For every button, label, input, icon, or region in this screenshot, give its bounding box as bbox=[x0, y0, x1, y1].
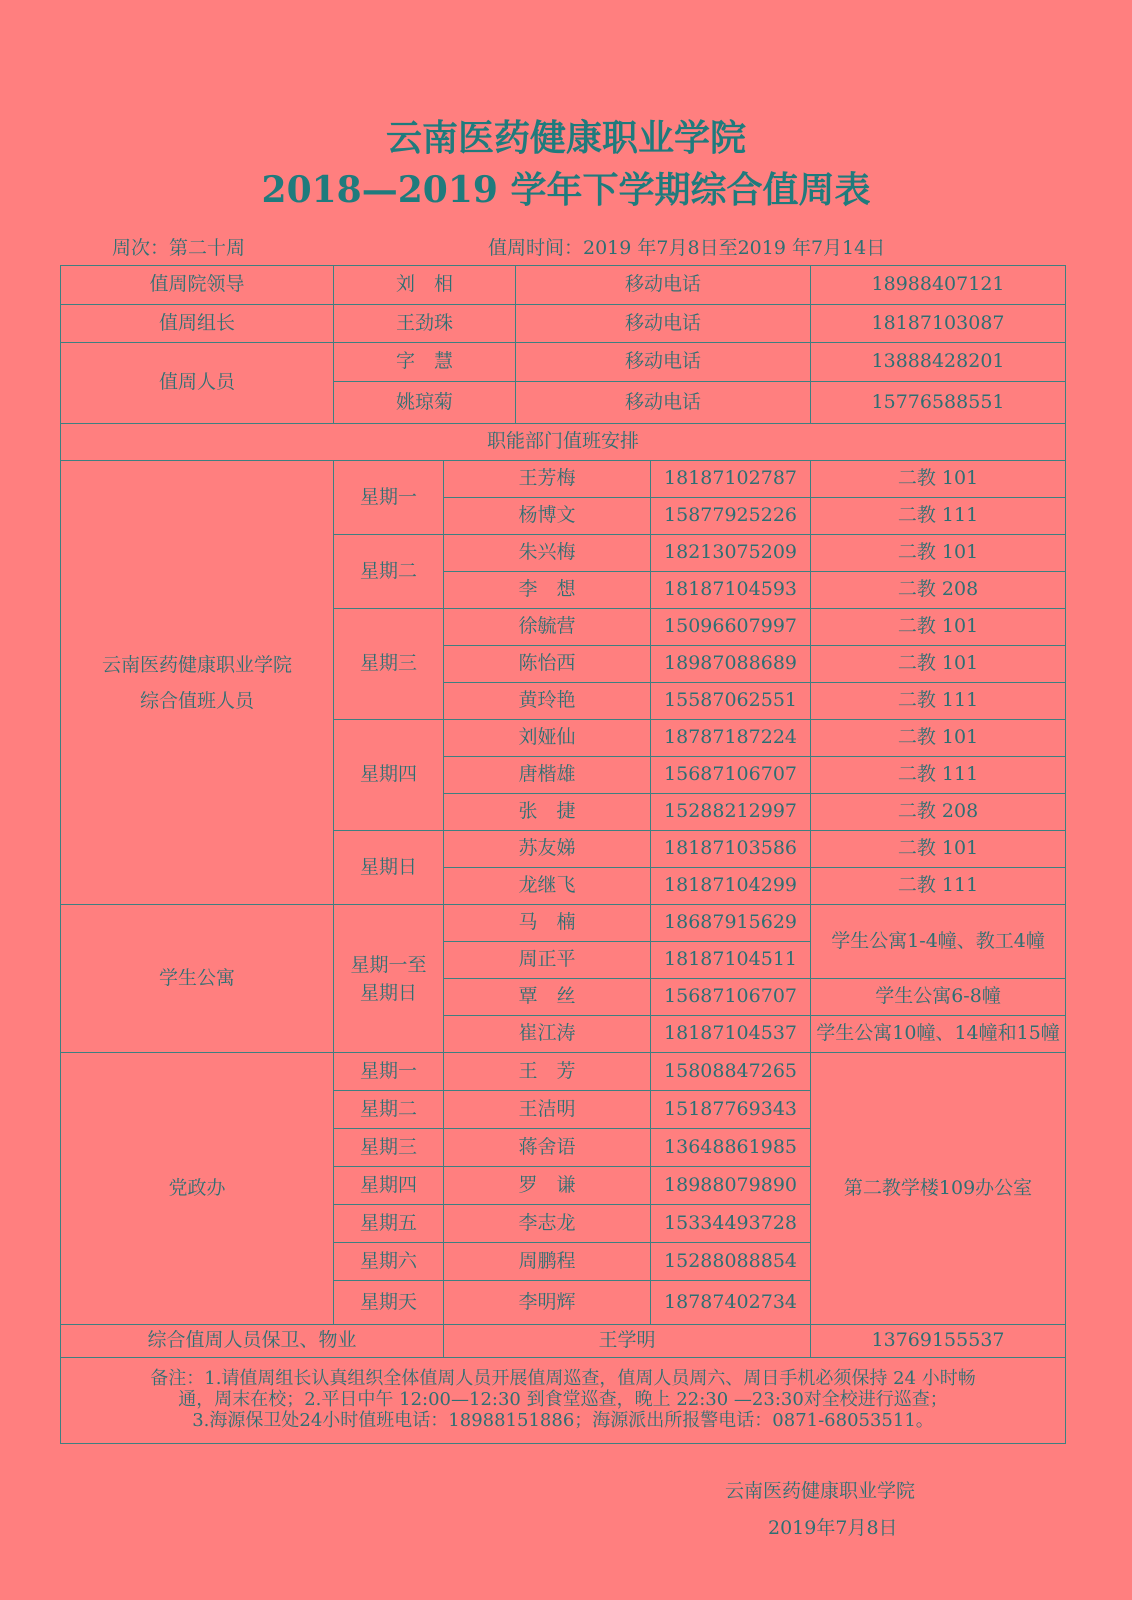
phone-number: 13888428201 bbox=[811, 343, 1066, 382]
table-row bbox=[61, 1358, 1066, 1444]
phone-number: 15288088854 bbox=[651, 1243, 811, 1281]
duty-place: 二教 111 bbox=[811, 757, 1066, 794]
weekday: 星期三 bbox=[334, 1129, 444, 1167]
page-subtitle: 2018—2019 学年下学期综合值周表 bbox=[261, 169, 871, 211]
weekday: 星期三 bbox=[334, 609, 444, 720]
duty-place: 二教 101 bbox=[811, 609, 1066, 646]
weekday: 星期五 bbox=[334, 1205, 444, 1243]
phone-number: 15187769343 bbox=[651, 1091, 811, 1129]
phone-number: 13648861985 bbox=[651, 1129, 811, 1167]
duty-roster-table bbox=[60, 265, 1066, 1444]
duty-place: 学生公寓6-8幢 bbox=[811, 979, 1066, 1016]
comprehensive-label: 云南医药健康职业学院 综合值班人员 bbox=[61, 461, 334, 905]
duty-place: 二教 101 bbox=[811, 461, 1066, 498]
duty-place: 二教 111 bbox=[811, 868, 1066, 905]
duty-place: 学生公寓10幢、14幢和15幢 bbox=[811, 1016, 1066, 1053]
person-name: 字 慧 bbox=[334, 343, 516, 382]
person-name: 唐楷雄 bbox=[444, 757, 651, 794]
person-name: 马 楠 bbox=[444, 905, 651, 942]
phone-number: 15687106707 bbox=[651, 757, 811, 794]
person-name: 李志龙 bbox=[444, 1205, 651, 1243]
phone-number: 18787402734 bbox=[651, 1281, 811, 1325]
phone-number: 18988407121 bbox=[811, 266, 1066, 305]
person-name: 覃 丝 bbox=[444, 979, 651, 1016]
weekday: 星期二 bbox=[334, 1091, 444, 1129]
security-label: 综合值周人员保卫、物业 bbox=[61, 1325, 444, 1358]
weekday: 星期日 bbox=[334, 831, 444, 905]
office-label: 党政办 bbox=[61, 1053, 334, 1325]
phone-number: 15334493728 bbox=[651, 1205, 811, 1243]
person-name: 李明辉 bbox=[444, 1281, 651, 1325]
phone-number: 18187104537 bbox=[651, 1016, 811, 1053]
dorm-label: 学生公寓 bbox=[61, 905, 334, 1053]
page-title: 云南医药健康职业学院 bbox=[385, 117, 746, 159]
person-name: 周正平 bbox=[444, 942, 651, 979]
person-name: 徐毓营 bbox=[444, 609, 651, 646]
phone-label: 移动电话 bbox=[516, 305, 811, 343]
person-name: 周鹏程 bbox=[444, 1243, 651, 1281]
person-name: 李 想 bbox=[444, 572, 651, 609]
table-row bbox=[61, 461, 1066, 498]
phone-number: 15288212997 bbox=[651, 794, 811, 831]
person-name: 朱兴梅 bbox=[444, 535, 651, 572]
phone-label: 移动电话 bbox=[516, 343, 811, 382]
table-row bbox=[61, 905, 1066, 942]
phone-number: 15877925226 bbox=[651, 498, 811, 535]
note-line: 3.海源保卫处24小时值班电话：18988151886；海源派出所报警电话：0871-68053511。 bbox=[192, 1409, 934, 1431]
note-line: 备注：1.请值周组长认真组织全体值周人员开展值周巡查，值周人员周六、周日手机必须保持 24 小时畅 bbox=[150, 1368, 976, 1390]
phone-number: 18187104299 bbox=[651, 868, 811, 905]
note-line: 通，周末在校；2.平日中午 12:00—12:30 到食堂巡查，晚上 22:30 —23:30对全校进行巡查； bbox=[178, 1389, 948, 1411]
person-name: 王芳梅 bbox=[444, 461, 651, 498]
person-name: 罗 谦 bbox=[444, 1167, 651, 1205]
row-label: 值周人员 bbox=[61, 343, 334, 424]
phone-number: 18213075209 bbox=[651, 535, 811, 572]
person-name: 张 捷 bbox=[444, 794, 651, 831]
phone-label: 移动电话 bbox=[516, 382, 811, 424]
duty-place: 学生公寓1-4幢、教工4幢 bbox=[811, 905, 1066, 979]
phone-number: 18187102787 bbox=[651, 461, 811, 498]
duty-place: 第二教学楼109办公室 bbox=[811, 1053, 1066, 1325]
person-name: 王学明 bbox=[444, 1325, 811, 1358]
person-name: 刘娅仙 bbox=[444, 720, 651, 757]
week-number: 周次：第二十周 bbox=[112, 237, 246, 259]
weekday: 星期二 bbox=[334, 535, 444, 609]
phone-number: 18187104593 bbox=[651, 572, 811, 609]
weekday: 星期一 bbox=[334, 461, 444, 535]
duty-place: 二教 101 bbox=[811, 831, 1066, 868]
person-name: 龙继飞 bbox=[444, 868, 651, 905]
weekday: 星期四 bbox=[334, 720, 444, 831]
table-row bbox=[61, 1053, 1066, 1091]
signature-org: 云南医药健康职业学院 bbox=[725, 1480, 916, 1502]
table-row bbox=[61, 266, 1066, 305]
duty-place: 二教 111 bbox=[811, 498, 1066, 535]
phone-number: 18787187224 bbox=[651, 720, 811, 757]
phone-number: 13769155537 bbox=[811, 1325, 1066, 1358]
person-name: 陈怡西 bbox=[444, 646, 651, 683]
duty-place: 二教 101 bbox=[811, 720, 1066, 757]
table-row bbox=[61, 1325, 1066, 1358]
phone-number: 18187103087 bbox=[811, 305, 1066, 343]
phone-number: 18987088689 bbox=[651, 646, 811, 683]
weekday: 星期一至 星期日 bbox=[334, 905, 444, 1053]
phone-number: 18187103586 bbox=[651, 831, 811, 868]
phone-number: 15808847265 bbox=[651, 1053, 811, 1091]
duty-period: 值周时间：2019 年7月8日至2019 年7月14日 bbox=[488, 237, 886, 259]
row-label: 值周院领导 bbox=[61, 266, 334, 305]
phone-number: 15776588551 bbox=[811, 382, 1066, 424]
duty-place: 二教 101 bbox=[811, 535, 1066, 572]
person-name: 杨博文 bbox=[444, 498, 651, 535]
weekday: 星期六 bbox=[334, 1243, 444, 1281]
person-name: 蒋舍语 bbox=[444, 1129, 651, 1167]
phone-number: 18187104511 bbox=[651, 942, 811, 979]
section-title: 职能部门值班安排 bbox=[61, 424, 1066, 461]
weekday: 星期四 bbox=[334, 1167, 444, 1205]
table-row bbox=[61, 305, 1066, 343]
person-name: 王洁明 bbox=[444, 1091, 651, 1129]
signature-date: 2019年7月8日 bbox=[768, 1517, 898, 1539]
duty-place: 二教 111 bbox=[811, 683, 1066, 720]
person-name: 王劲珠 bbox=[334, 305, 516, 343]
duty-place: 二教 208 bbox=[811, 794, 1066, 831]
phone-label: 移动电话 bbox=[516, 266, 811, 305]
table-row bbox=[61, 343, 1066, 382]
duty-place: 二教 101 bbox=[811, 646, 1066, 683]
person-name: 刘 相 bbox=[334, 266, 516, 305]
table-row bbox=[61, 424, 1066, 461]
weekday: 星期天 bbox=[334, 1281, 444, 1325]
notes bbox=[61, 1358, 1066, 1444]
phone-number: 15096607997 bbox=[651, 609, 811, 646]
phone-number: 15687106707 bbox=[651, 979, 811, 1016]
phone-number: 15587062551 bbox=[651, 683, 811, 720]
duty-place: 二教 208 bbox=[811, 572, 1066, 609]
person-name: 王 芳 bbox=[444, 1053, 651, 1091]
person-name: 姚琼菊 bbox=[334, 382, 516, 424]
person-name: 黄玲艳 bbox=[444, 683, 651, 720]
phone-number: 18687915629 bbox=[651, 905, 811, 942]
phone-number: 18988079890 bbox=[651, 1167, 811, 1205]
row-label: 值周组长 bbox=[61, 305, 334, 343]
person-name: 崔江涛 bbox=[444, 1016, 651, 1053]
weekday: 星期一 bbox=[334, 1053, 444, 1091]
person-name: 苏友娣 bbox=[444, 831, 651, 868]
